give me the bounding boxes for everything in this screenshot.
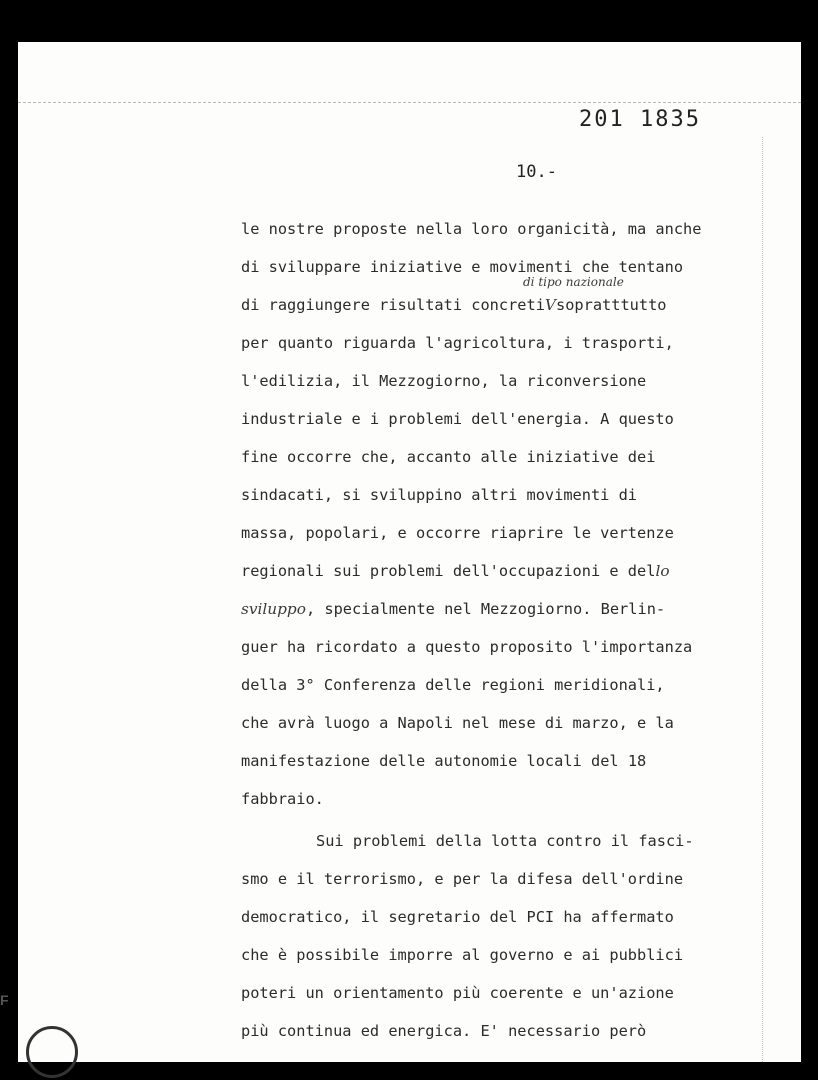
text-line-2: di sviluppare iniziative e movimenti che tentano — [241, 258, 684, 276]
text-line-12: guer ha ricordato a questo proposito l'importanza — [241, 638, 693, 656]
text-line-11: sviluppo, specialmente nel Mezzogiorno. Berlin- — [241, 600, 666, 618]
text-line-10: regionali sui problemi dell'occupazioni e dello — [241, 562, 670, 580]
text-line-19: democratico, il segretario del PCI ha affermato — [241, 908, 674, 926]
insertion-caret: V — [544, 296, 556, 314]
text-line-22: più continua ed energica. E' necessario però — [241, 1022, 647, 1040]
text-line-5: l'edilizia, il Mezzogiorno, la riconversione — [241, 372, 647, 390]
document-page — [18, 42, 801, 1062]
text-line-1: le nostre proposte nella loro organicità, ma anche — [241, 220, 702, 238]
text-line-20: che è possibile imporre al governo e ai pubblici — [241, 946, 684, 964]
corner-logo-mark: F — [0, 992, 9, 1008]
corner-circle-icon — [26, 1026, 78, 1078]
handwritten-correction: sviluppo — [241, 600, 306, 618]
document-number: 201 1835 — [579, 107, 701, 132]
line-3-tail: sopratttutto — [555, 296, 667, 314]
text-line-6: industriale e i problemi dell'energia. A questo — [241, 410, 674, 428]
handwritten-correction: lo — [655, 562, 670, 580]
text-line-15: manifestazione delle autonomie locali del 18 — [241, 752, 647, 770]
text-line-9: massa, popolari, e occorre riaprire le vertenze — [241, 524, 674, 542]
text-line-17: Sui problemi della lotta contro il fasci- — [316, 832, 694, 850]
text-line-14: che avrà luogo a Napoli nel mese di marzo, e la — [241, 714, 674, 732]
text-line-8: sindacati, si sviluppino altri movimenti di — [241, 486, 638, 504]
text-line-13: della 3° Conferenza delle regioni meridionali, — [241, 676, 665, 694]
text-line-18: smo e il terrorismo, e per la difesa dell'ordine — [241, 870, 684, 888]
text-line-7: fine occorre che, accanto alle iniziative dei — [241, 448, 656, 466]
line-15-tail: del 18 — [590, 752, 647, 770]
text-line-3: di raggiungere risultati concretiVsopratttutto — [241, 296, 667, 314]
text-line-16: fabbraio. — [241, 790, 324, 808]
handwritten-insertion: di tipo nazionale — [523, 275, 624, 289]
page-number: 10.- — [516, 162, 557, 182]
text-line-4: per quanto riguarda l'agricoltura, i trasporti, — [241, 334, 674, 352]
text-line-21: poteri un orientamento più coerente e un'azione — [241, 984, 674, 1002]
